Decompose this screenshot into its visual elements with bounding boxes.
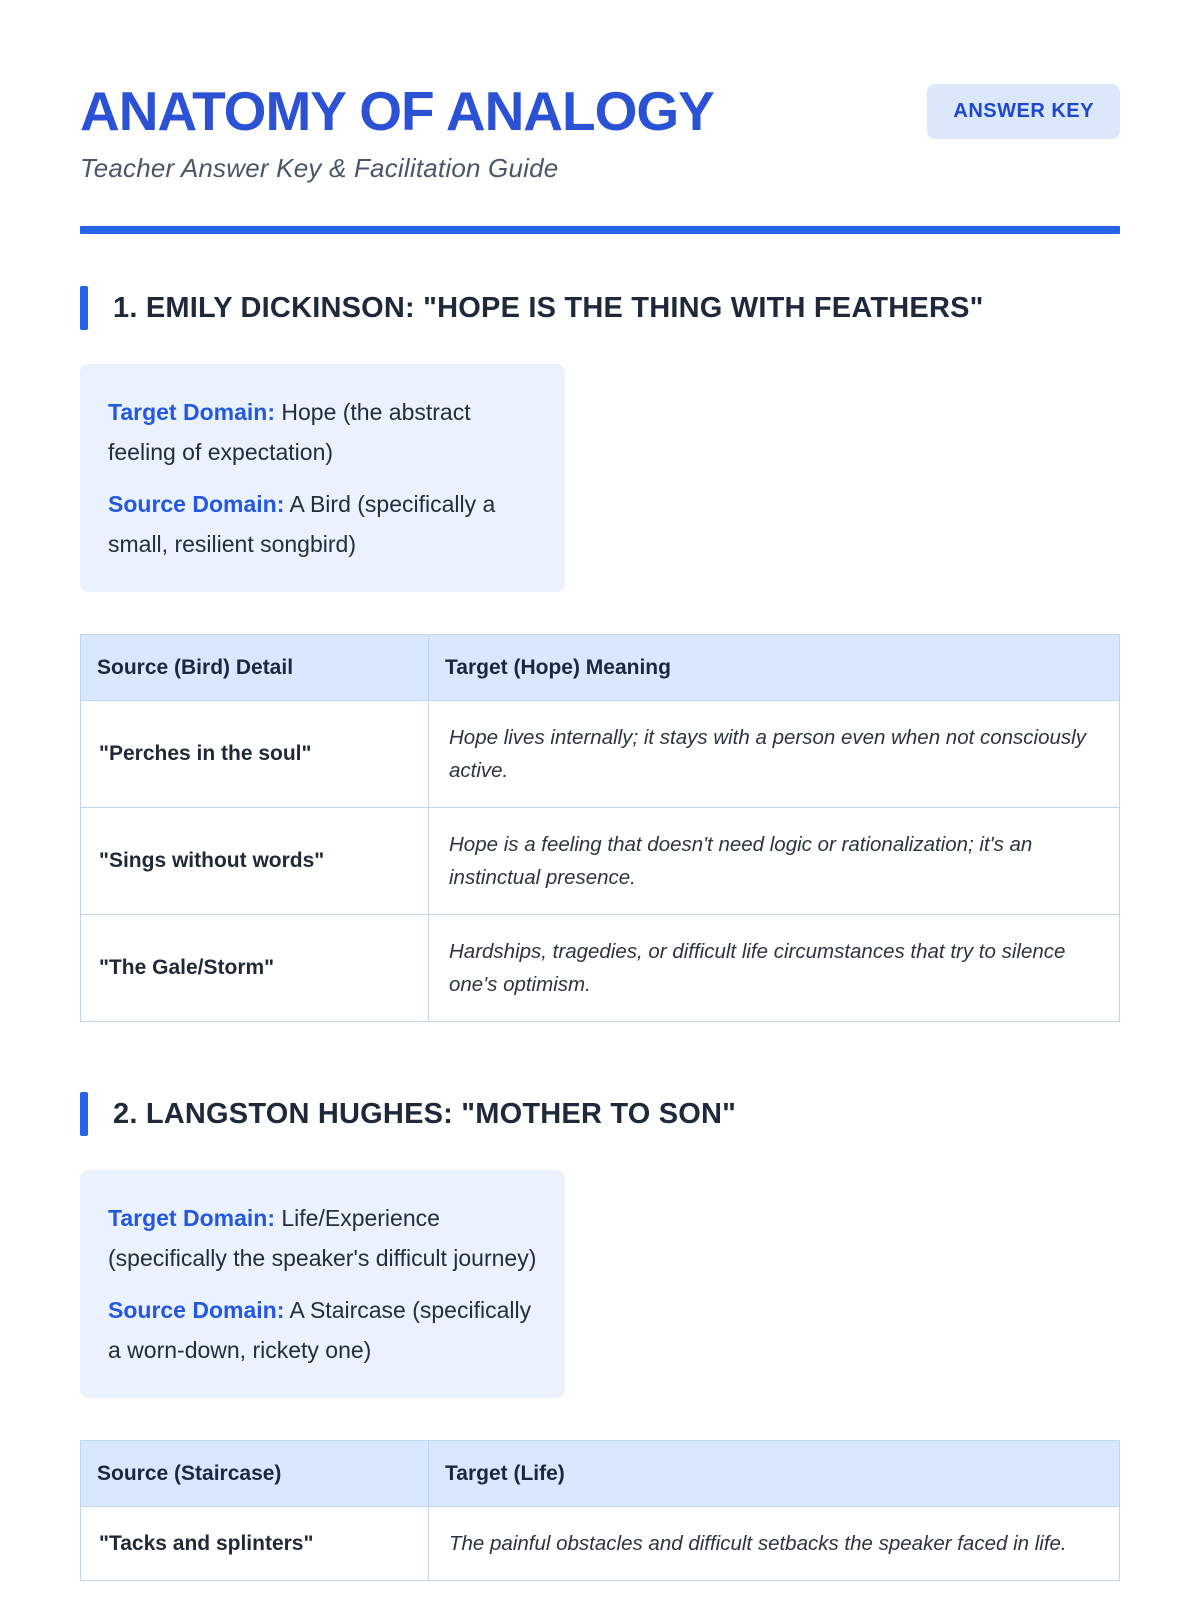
target-domain-line (108, 1198, 537, 1278)
target-meaning-cell: Hope lives internally; it stays with a person even when not consciously active. (429, 701, 1120, 808)
source-domain-text: A Staircase (specifically a worn-down, rickety one) (108, 1297, 532, 1363)
section-heading (80, 1092, 1120, 1136)
column-header-source: Source (Staircase) (81, 1441, 429, 1507)
target-domain-line (108, 392, 537, 472)
target-meaning-cell: The painful obstacles and difficult setbacks the speaker faced in life. (429, 1507, 1120, 1581)
table-header-row (81, 1441, 1120, 1507)
analogy-table-dickinson (80, 634, 1120, 1022)
section-title: 1. EMILY DICKINSON: "HOPE IS THE THING WITH FEATHERS" (113, 291, 984, 324)
section-dickinson (80, 286, 1120, 1022)
table-row (81, 1507, 1120, 1581)
source-domain-label: Source Domain: (108, 1297, 285, 1323)
domain-summary-box (80, 364, 565, 592)
source-domain-label: Source Domain: (108, 491, 285, 517)
column-header-target: Target (Hope) Meaning (429, 635, 1120, 701)
section-heading (80, 286, 1120, 330)
header-divider-rule (80, 226, 1120, 234)
source-detail-cell: "Perches in the soul" (81, 701, 429, 808)
section-accent-bar (80, 286, 88, 330)
section-title: 2. LANGSTON HUGHES: "MOTHER TO SON" (113, 1097, 737, 1130)
source-domain-text: A Bird (specifically a small, resilient songbird) (108, 491, 496, 557)
table-header-row (81, 635, 1120, 701)
section-accent-bar (80, 1092, 88, 1136)
source-detail-cell: "Tacks and splinters" (81, 1507, 429, 1581)
page-subtitle: Teacher Answer Key & Facilitation Guide (80, 153, 559, 183)
source-detail-cell: "Sings without words" (81, 808, 429, 915)
target-meaning-cell: Hardships, tragedies, or difficult life circumstances that try to silence one's optimism. (429, 915, 1120, 1022)
source-domain-line (108, 1290, 537, 1370)
section-hughes (80, 1092, 1120, 1581)
target-domain-label: Target Domain: (108, 1205, 275, 1231)
target-domain-label: Target Domain: (108, 399, 275, 425)
target-meaning-cell: Hope is a feeling that doesn't need logic or rationalization; it's an instinctual presence. (429, 808, 1120, 915)
analogy-table-hughes (80, 1440, 1120, 1581)
doc-header (80, 80, 1120, 234)
target-domain-text: Hope (the abstract feeling of expectation) (108, 399, 471, 465)
answer-key-badge: ANSWER KEY (927, 84, 1120, 139)
table-row (81, 808, 1120, 915)
source-domain-line (108, 484, 537, 564)
source-detail-cell: "The Gale/Storm" (81, 915, 429, 1022)
column-header-source: Source (Bird) Detail (81, 635, 429, 701)
table-row (81, 915, 1120, 1022)
page-title: ANATOMY OF ANALOGY (80, 80, 714, 142)
target-domain-text: Life/Experience (specifically the speaker's difficult journey) (108, 1205, 537, 1271)
table-row (81, 701, 1120, 808)
column-header-target: Target (Life) (429, 1441, 1120, 1507)
domain-summary-box (80, 1170, 565, 1398)
